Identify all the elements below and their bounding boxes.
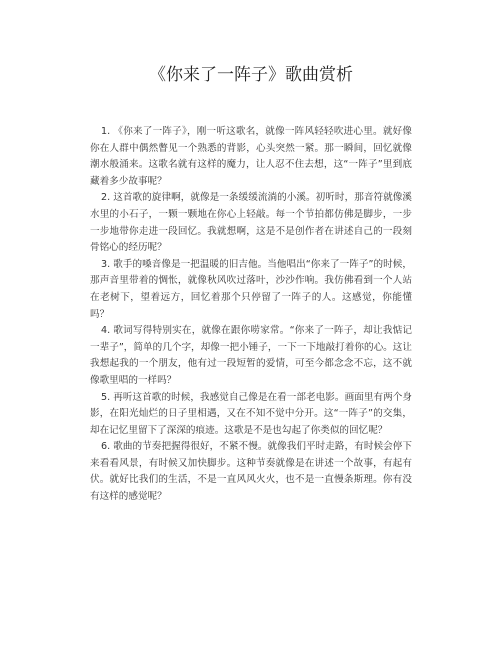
paragraph-6: 6. 歌曲的节奏把握得很好，不紧不慢。就像我们平时走路，有时候会停下来看看风景，有时候又加快脚步。这种节奏就像是在讲述一个故事，有起有伏。就好比我们的生活，不是一直风风火火，也不是一直慢条斯理。你有没有这样的感觉呢？ — [90, 441, 412, 503]
paragraph-2: 2. 这首歌的旋律啊，就像是一条缓缓流淌的小溪。初听时，那音符就像溪水里的小石子，一颗一颗地在你心上轻敲。每一个节拍都仿佛是脚步，一步一步地带你走进一段回忆。我就想啊，这是不是创作者在讲述自己的一段刻骨铭心的经历呢？ — [90, 192, 412, 254]
paragraph-3: 3. 歌手的嗓音像是一把温暖的旧吉他。当他唱出“你来了一阵子”的时候，那声音里带着的惆怅，就像秋风吹过落叶，沙沙作响。我仿佛看到一个人站在老树下，望着远方，回忆着那个只停留了一阵子的人。这感觉，你能懂吗？ — [90, 258, 412, 320]
paragraph-4: 4. 歌词写得特别实在，就像在跟你唠家常。“你来了一阵子，却让我惦记一辈子”，简单的几个字，却像一把小锤子，一下一下地敲打着你的心。这让我想起我的一个朋友，他有过一段短暂的爱情，可至今都念念不忘，这不就像歌里唱的一样吗？ — [90, 325, 412, 386]
paragraph-1: 1. 《你来了一阵子》，刚一听这歌名，就像一阵风轻轻吹进心里。就好像你在人群中偶然瞥见一个熟悉的背影，心头突然一紧。那一瞬间，回忆就像潮水般涌来。这歌名就有这样的魔力，让人忍不住去想，这“一阵子”里到底藏着多少故事呢？ — [90, 126, 412, 187]
document-body — [90, 124, 412, 506]
paragraph-5: 5. 再听这首歌的时候，我感觉自己像是在看一部老电影。画面里有两个身影，在阳光灿烂的日子里相遇，又在不知不觉中分开。这“一阵子”的交集，却在记忆里留下了深深的痕迹。这歌是不是也勾起了你类似的回忆呢？ — [90, 391, 412, 436]
document-title: 《你来了一阵子》歌曲赏析 — [149, 65, 353, 85]
